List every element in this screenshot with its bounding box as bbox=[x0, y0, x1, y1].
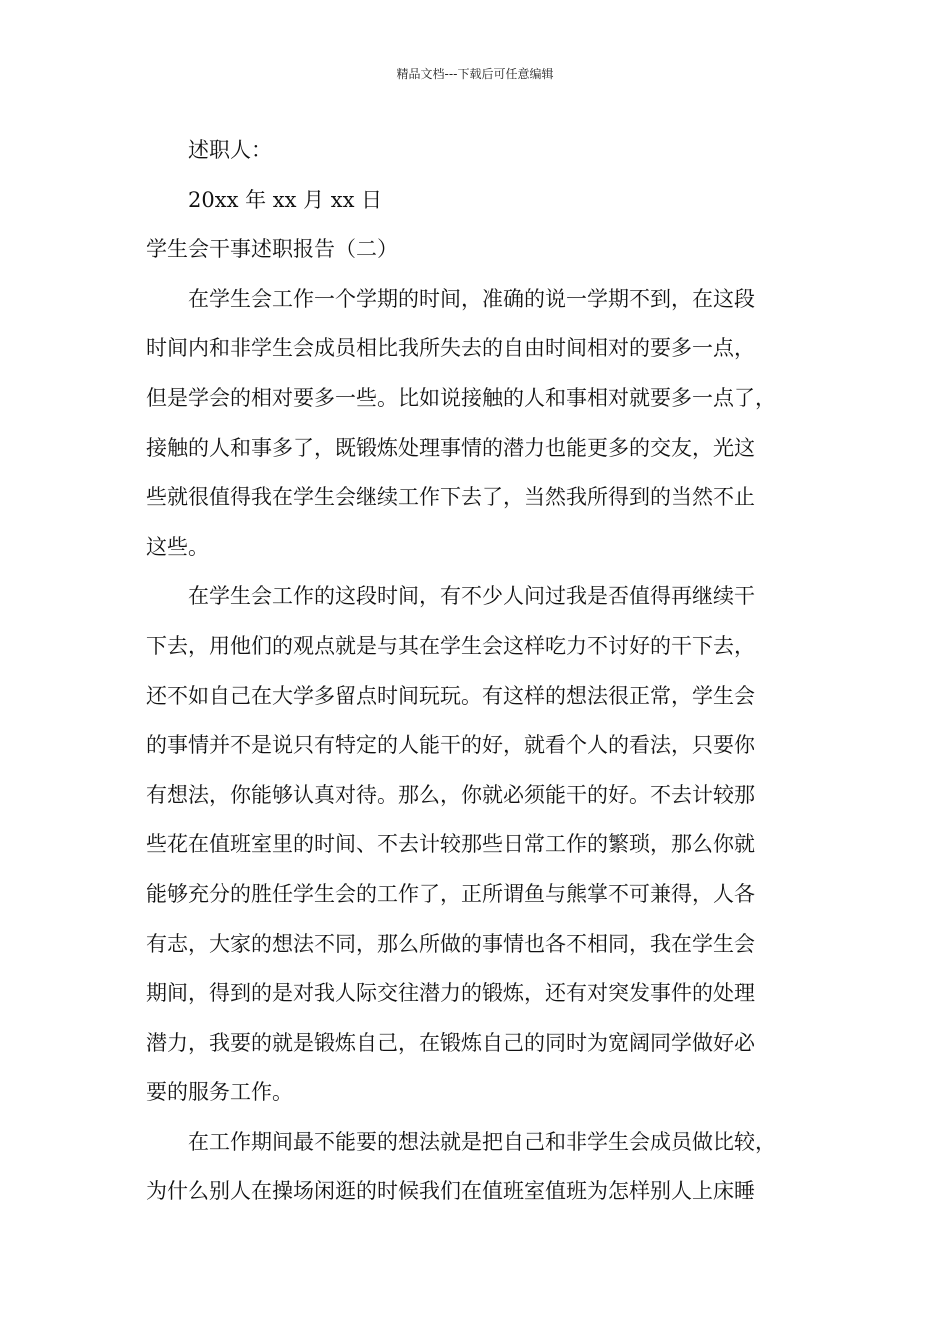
paragraph-line: 但是学会的相对要多一些。比如说接触的人和事相对就要多一点了， bbox=[146, 385, 776, 410]
paragraph-line: 能够充分的胜任学生会的工作了，正所谓鱼与熊掌不可兼得，人各 bbox=[146, 881, 755, 906]
paragraph-2 bbox=[146, 572, 836, 1118]
paragraph-line: 下去，用他们的观点就是与其在学生会这样吃力不讨好的干下去， bbox=[146, 633, 755, 658]
paragraph-line: 接触的人和事多了，既锻炼处理事情的潜力也能更多的交友，光这 bbox=[146, 435, 755, 460]
paragraph-1 bbox=[146, 275, 836, 573]
paragraph-line: 为什么别人在操场闲逛的时候我们在值班室值班为怎样别人上床睡 bbox=[146, 1179, 755, 1204]
document-body bbox=[146, 126, 836, 1217]
paragraph-line: 有想法，你能够认真对待。那么，你就必须能干的好。不去计较那 bbox=[146, 782, 755, 807]
signature-date: 20xx 年 xx 月 xx 日 bbox=[188, 187, 383, 212]
paragraph-line: 这些。 bbox=[146, 534, 209, 559]
paragraph-line: 有志，大家的想法不同，那么所做的事情也各不相同，我在学生会 bbox=[146, 931, 755, 956]
paragraph-line: 要的服务工作。 bbox=[146, 1080, 293, 1105]
paragraph-line: 在工作期间最不能要的想法就是把自己和非学生会成员做比较， bbox=[188, 1129, 776, 1154]
paragraph-line: 还不如自己在大学多留点时间玩玩。有这样的想法很正常，学生会 bbox=[146, 683, 755, 708]
section-title: 学生会干事述职报告（二） bbox=[146, 237, 398, 262]
paragraph-line: 在学生会工作的这段时间，有不少人问过我是否值得再继续干 bbox=[188, 584, 755, 609]
paragraph-line: 在学生会工作一个学期的时间，准确的说一学期不到，在这段 bbox=[188, 286, 755, 311]
paragraph-line: 期间，得到的是对我人际交往潜力的锻炼，还有对突发事件的处理 bbox=[146, 981, 755, 1006]
paragraph-line: 时间内和非学生会成员相比我所失去的自由时间相对的要多一点， bbox=[146, 336, 755, 361]
paragraph-line: 的事情并不是说只有特定的人能干的好，就看个人的看法，只要你 bbox=[146, 733, 755, 758]
page-header: 精品文档---下载后可任意编辑 bbox=[396, 67, 554, 81]
signature-label: 述职人： bbox=[188, 138, 272, 162]
paragraph-3 bbox=[146, 1118, 836, 1217]
paragraph-line: 些就很值得我在学生会继续工作下去了，当然我所得到的当然不止 bbox=[146, 485, 755, 510]
paragraph-line: 些花在值班室里的时间、不去计较那些日常工作的繁琐，那么你就 bbox=[146, 832, 755, 857]
paragraph-line: 潜力，我要的就是锻炼自己，在锻炼自己的同时为宽阔同学做好必 bbox=[146, 1030, 755, 1055]
